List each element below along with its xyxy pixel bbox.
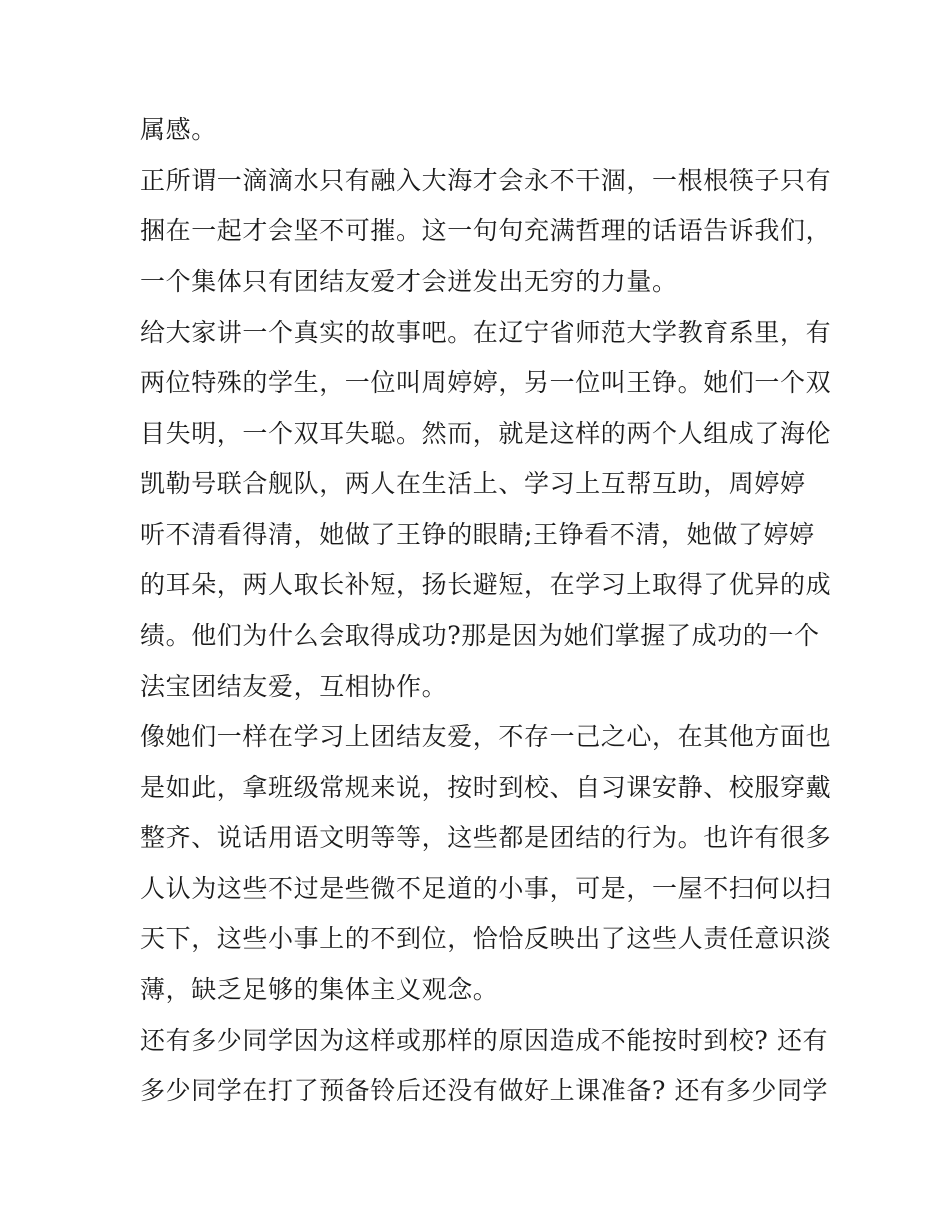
text-line: 绩。他们为什么会取得成功?那是因为她们掌握了成功的一个	[140, 621, 820, 650]
text-line: 捆在一起才会坚不可摧。这一句句充满哲理的话语告诉我们，	[140, 216, 832, 245]
text-line: 凯勒号联合舰队，两人在生活上、学习上互帮互助，周婷婷	[140, 469, 806, 498]
text-line: 像她们一样在学习上团结友爱，不存一己之心，在其他方面也	[140, 722, 832, 751]
text-line: 给大家讲一个真实的故事吧。在辽宁省师范大学教育系里，有	[140, 318, 832, 347]
text-line: 天下，这些小事上的不到位，恰恰反映出了这些人责任意识淡	[140, 924, 832, 953]
text-line: 目失明，一个双耳失聪。然而，就是这样的两个人组成了海伦	[140, 419, 832, 448]
text-line: 还有多少同学因为这样或那样的原因造成不能按时到校? 还有	[140, 1026, 829, 1055]
text-line: 整齐、说话用语文明等等，这些都是团结的行为。也许有很多	[140, 823, 832, 852]
text-line: 两位特殊的学生，一位叫周婷婷，另一位叫王铮。她们一个双	[140, 368, 832, 397]
text-line: 属感。	[140, 115, 217, 144]
text-line: 是如此，拿班级常规来说，按时到校、自习课安静、校服穿戴	[140, 773, 832, 802]
text-line: 的耳朵，两人取长补短，扬长避短，在学习上取得了优异的成	[140, 570, 832, 599]
text-line: 一个集体只有团结友爱才会迸发出无穷的力量。	[140, 267, 678, 296]
text-line: 薄，缺乏足够的集体主义观念。	[140, 975, 499, 1004]
text-line: 正所谓一滴滴水只有融入大海才会永不干涸，一根根筷子只有	[140, 166, 832, 195]
text-line: 人认为这些不过是些微不足道的小事，可是，一屋不扫何以扫	[140, 874, 832, 903]
text-line: 听不清看得清，她做了王铮的眼睛;王铮看不清，她做了婷婷	[140, 520, 815, 549]
text-line: 法宝团结友爱，互相协作。	[140, 672, 448, 701]
text-line: 多少同学在打了预备铃后还没有做好上课准备? 还有多少同学	[140, 1076, 829, 1105]
